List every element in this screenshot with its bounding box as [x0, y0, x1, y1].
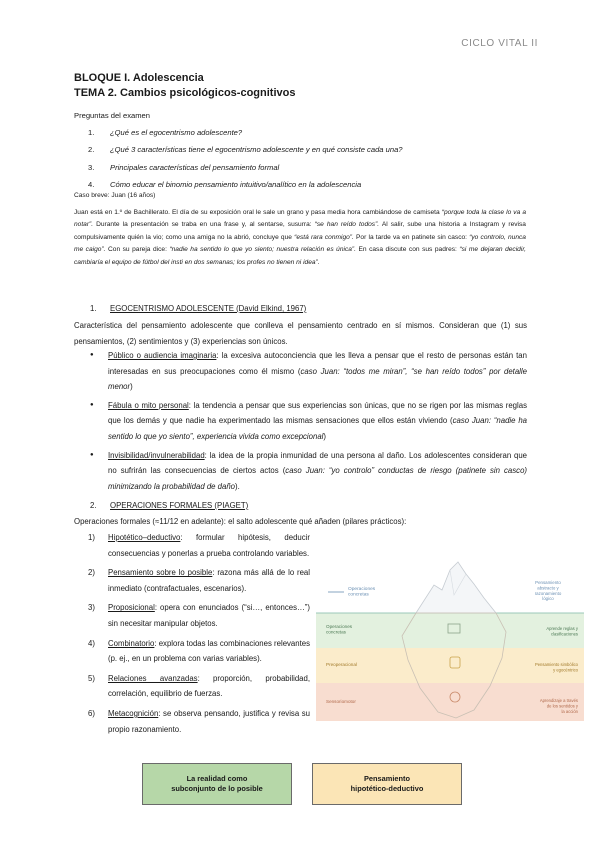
- box-hypothetical-deductive: Pensamiento hipotético-deductivo: [312, 763, 462, 805]
- bullet-item: ● Público o audiencia imaginaria: la excesiva autoconciencia que les lleva a pensar que el resto de personas están tan interesadas en sus preocupaciones como él mismo (caso Juan: “todos me miran”, “se han reído todos” por detalle menor): [88, 348, 527, 395]
- list-item: 4) Combinatorio: explora todas las combinaciones relevantes (p. ej., en un problema con varias variables).: [88, 638, 310, 664]
- band-label-right-1: Aprende reglas y clasificaciones: [546, 626, 578, 637]
- block-title: BLOQUE I. Adolescencia: [74, 72, 204, 84]
- question-item: 2. ¿Qué 3 características tiene el egocentrismo adolescente y en qué consiste cada una?: [88, 145, 403, 155]
- exam-questions-heading: Preguntas del examen: [74, 111, 150, 120]
- left-top-label: Operaciones concretas: [348, 587, 376, 598]
- exam-questions-list: [88, 124, 403, 193]
- list-item: 3) Proposicional: opera con enunciados (“si…, entonces…”) sin necesitar manipular objetos.: [88, 603, 310, 628]
- list-item: 1) Hipotético–deductivo: formular hipótesis, deducir consecuencias y ponerlas a prueba controlando variables.: [88, 533, 310, 558]
- bullet-item: ● Fábula o mito personal: la tendencia a pensar que sus experiencias son únicas, que no se rigen por las mismas reglas que los demás y que nadie ha experimentado las mismas sensaciones que ellos están viviendo (caso Juan: “nadie ha sentido lo que yo siento”, experiencia vivida como excepcional): [88, 398, 527, 445]
- list-item: 2) Pensamiento sobre lo posible: razona más allá de lo real inmediato (contrafactuales, escenarios).: [88, 568, 310, 593]
- topic-title: TEMA 2. Cambios psicológicos-cognitivos: [74, 87, 296, 99]
- band-label-right-2: Pensamiento simbólico y egocéntrico: [534, 662, 578, 673]
- question-item: 4. Cómo educar el binomio pensamiento intuitivo/analítico en la adolescencia: [88, 179, 362, 189]
- bullet-item: ● Invisibilidad/invulnerabilidad: la idea de la propia inmunidad de una persona al daño. Los adolescentes consideran que no sufrirán las consecuencias de ciertos actos (caso Juan: “yo controlo” conductas de riesgo (patinete sin casco) minimizando la probabilidad de daño).: [88, 448, 527, 495]
- formal-operations-list: [88, 530, 310, 741]
- band-label-right-3: Aprendizaje a través de los sentidos y la acción: [539, 698, 578, 714]
- piaget-iceberg-figure: [316, 540, 584, 726]
- section-1-intro: Característica del pensamiento adolescente que conlleva el pensamiento centrado en sí mismos. Consideran que (1) sus pensamientos, (2) sentimientos y (3) experiencias son únicos.: [74, 321, 527, 346]
- band-label-left-2: Preoperacional: [326, 662, 357, 667]
- section-2-intro: Operaciones formales (≈11/12 en adelante): el salto adolescente qué añaden (pilares prácticos):: [74, 517, 407, 526]
- band-label-left-3: Sensoriomotor: [326, 699, 356, 704]
- band-label-left-1: Operaciones concretas: [326, 624, 353, 635]
- box-reality-possible: La realidad como subconjunto de lo posible: [142, 763, 292, 805]
- course-header: CICLO VITAL II: [461, 38, 538, 49]
- list-item: 5) Relaciones avanzadas: proporción, probabilidad, correlación, equilibrio de fuerzas.: [88, 673, 311, 699]
- section-2-heading: 2. OPERACIONES FORMALES (PIAGET): [90, 501, 249, 510]
- case-body: Juan está en 1.º de Bachillerato. El día de su exposición oral le sale un grano y pasa media hora cambiándose de camiseta “porque toda la clase lo va a notar”. Durante la presentación se traba en una frase y, al sentarse, susurra: “se han reído todos”. Al salir, sube una historia a Instagram y revisa compulsivamente quién la vio; como una amiga no la abrió, concluye que “está rara conmigo”. Por la tarde va en patinete sin casco: “yo controlo, nunca me caigo”. Con su pareja dice: “nadie ha sentido lo que yo siento; nuestra relación es única”. En casa discute con sus padres: “si me dejaran decidir, cambiaría el equipo de fútbol del insti en dos semanas; los profes no tienen ni idea”.: [74, 209, 526, 266]
- band-concrete: [316, 613, 584, 648]
- egocentrism-bullets: [88, 348, 527, 497]
- right-top-label: Pensamiento abstracto y razonamiento lógico: [534, 580, 562, 602]
- list-item: 6) Metacognición: se observa pensando, justifica y revisa su propio razonamiento.: [88, 708, 310, 734]
- case-title: Caso breve: Juan (16 años): [74, 192, 156, 199]
- section-1-heading: 1. EGOCENTRISMO ADOLESCENTE (David Elkind, 1967): [90, 304, 307, 313]
- question-item: 3. Principales características del pensamiento formal: [88, 162, 280, 172]
- question-item: 1. ¿Qué es el egocentrismo adolescente?: [88, 128, 243, 137]
